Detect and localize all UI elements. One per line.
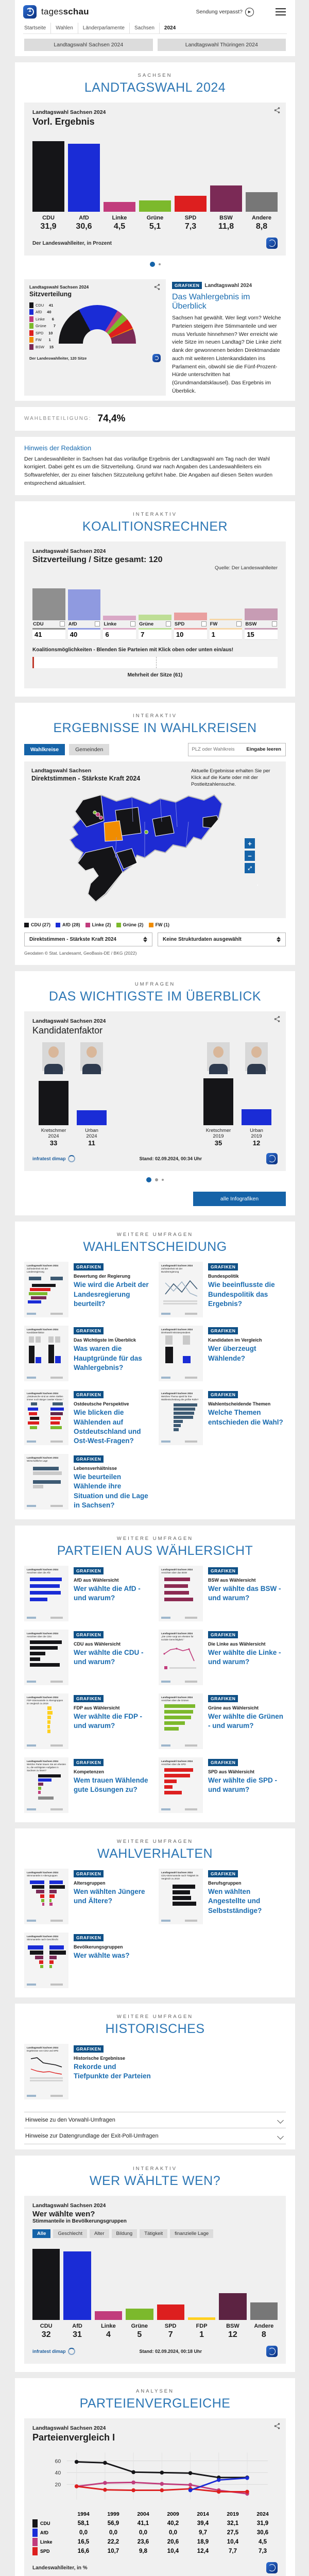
section-title: PARTEIENVERGLEICHE	[79, 2396, 231, 2411]
bar-value: 30,6	[76, 222, 92, 231]
pill-alle[interactable]: Alle	[32, 2229, 50, 2238]
grafiken-badge: GRAFIKEN	[74, 1870, 104, 1877]
carousel-dots	[15, 1171, 295, 1189]
checkbox[interactable]	[60, 621, 65, 626]
card-title: Wer wählte wen?	[32, 2210, 95, 2219]
teaser-card[interactable]: Landtagswahl Sachsen 2024 Direktwahl Ministerpräsident GRAFIKEN Kandidaten im Vergleich Wer überzeugt Wählende?	[159, 1326, 286, 1381]
card-subtitle: Stimmanteile in Bevölkerungsgruppen	[32, 2218, 127, 2225]
chevron-down-icon	[277, 2117, 284, 2124]
thumbnail-chart	[27, 1638, 66, 1667]
section-coalition	[15, 501, 295, 697]
bar-label: Andere	[252, 215, 271, 221]
pill-alter[interactable]: Alter	[90, 2229, 109, 2238]
map-zoom-out-button[interactable]: −	[245, 851, 255, 861]
bar-linke[interactable]	[95, 2245, 122, 2320]
chart-source: Der Landeswahlleiter, 120 Sitze	[29, 355, 87, 361]
teaser-card[interactable]: Landtagswahl Sachsen 2024 CDU-Stimmanteile nach Tätigkeit im Vergleich zu 2019 GRAFIKEN Berufsgruppen Wen wählten Angestellte und Selbstständige?	[159, 1869, 286, 1924]
thumbnail: Landtagswahl Sachsen 2024 Ansichten über die CDU	[24, 1630, 68, 1685]
section-wahlentscheidung	[15, 1222, 295, 1519]
bar-value: 7,3	[184, 222, 197, 231]
candidate-photo	[80, 1042, 103, 1071]
bar-value: 5,1	[149, 222, 161, 231]
grafiken-badge: GRAFIKEN	[208, 1870, 238, 1877]
coalition-source: Quelle: Der Landeswahlleiter	[215, 565, 278, 571]
who-voted-card: Landtagswahl Sachsen 2024 Wer wählte wen? Stimmanteile in Bevölkerungsgruppen Alle Geschlecht Alter Bildung Tätigkeit finanzielle Lage CDU 32 AfD 31 Linke 4 Grüne 5 SPD 7 FDP 1 BSW 12 Andere 8 infratest dimap Stand: 02.09.2024, 00:18 Uhr	[24, 2196, 286, 2364]
teaser-card[interactable]: Landtagswahl Sachsen 2024 „Ostdeutsche sind an vielen Stellen immer noch Bürger zweiter Klasse.“ GRAFIKEN Ostdeutsche Perspektive Wie blicken die Wählenden auf Ostdeutschland und Ost-West-Fragen?	[24, 1389, 151, 1446]
section-kicker: WEITERE UMFRAGEN	[116, 2014, 194, 2020]
thumbnail: Landtagswahl Sachsen 2024 Ansichten über die AfD	[24, 1566, 68, 1621]
thumbnail: Landtagswahl Sachsen 2024 Ansichten über die SPD	[159, 1757, 203, 1813]
brand-wordmark[interactable]: tagesschau	[41, 7, 89, 16]
thumbnail-chart	[27, 1334, 66, 1366]
grafiken-badge: GRAFIKEN	[74, 1327, 104, 1334]
card-pretitle: Landtagswahl Sachsen 2024	[32, 2202, 106, 2209]
seat-distribution-card	[24, 279, 166, 396]
thumbnail: Landtagswahl Sachsen 2024 „Die Linke sorgt am ehesten für soziale Gerechtigkeit.“	[159, 1630, 203, 1685]
note-title[interactable]: Hinweis der Redaktion	[24, 444, 92, 452]
grafiken-badge: GRAFIKEN	[74, 1567, 104, 1574]
card-title: Parteienvergleich I	[32, 2432, 115, 2443]
section-title: PARTEIEN AUS WÄHLERSICHT	[57, 1544, 253, 1558]
carousel-dot[interactable]	[150, 262, 155, 267]
thumbnail: Landtagswahl Sachsen 2024 Ansichten über die Grünen	[159, 1693, 203, 1749]
tagesschau-logo-icon	[266, 1153, 278, 1164]
tagesschau-logo-icon	[266, 2562, 278, 2573]
section-kicker: INTERAKTIV	[133, 511, 177, 517]
thumbnail-chart	[27, 1574, 66, 1603]
infratest-dimap-logo: infratest dimap	[32, 2348, 75, 2355]
coalition-card	[24, 541, 286, 688]
nav-wahlen[interactable]: Wahlen	[51, 23, 78, 33]
map-card	[24, 761, 286, 919]
teaser-card[interactable]: Landtagswahl Sachsen 2024 Ansichten über die SPD GRAFIKEN SPD aus Wählersicht Wer wählte die SPD - und warum?	[159, 1757, 286, 1813]
thumbnail: Landtagswahl Sachsen 2024 Welcher Partei trauen Sie am ehesten zu, die wichtigsten Aufgaben in Sachsen zu lösen?	[24, 1757, 68, 1813]
carousel-dot[interactable]	[155, 1178, 158, 1181]
select-arrows-icon	[277, 937, 281, 942]
svg-text:60: 60	[55, 2459, 61, 2465]
grafiken-badge: GRAFIKEN	[74, 1263, 104, 1270]
teaser-card[interactable]: Landtagswahl Sachsen 2024 Zufriedenheit mit der Bundesregierung GRAFIKEN Bundespolitik Wie beeinflusste die Bundespolitik das Ergebnis?	[159, 1262, 286, 1317]
teaser-card[interactable]: Landtagswahl Sachsen 2024 Zufriedenheit mit der Landesregierung GRAFIKEN Bewertung der Regierung Wie wird die Arbeit der Landesregierung beurteilt?	[24, 1262, 151, 1317]
coalition-party-afd[interactable]: AfD 40	[68, 588, 101, 640]
card-title: Kandidatenfaktor	[32, 1025, 103, 1036]
who-voted-bar-chart	[32, 2245, 278, 2320]
turnout-strip	[15, 407, 295, 431]
thumbnail: Landtagswahl Sachsen 2024 Direktwahl Ministerpräsident	[159, 1326, 203, 1381]
tagesschau-logo-icon	[266, 2346, 278, 2357]
candidate-urban-2024: Urban 2024 11	[77, 1042, 107, 1147]
carousel-dot[interactable]	[146, 1177, 151, 1182]
result-chart-card	[24, 103, 286, 256]
section-title: WER WÄHLTE WEN?	[89, 2174, 221, 2189]
stand-timestamp: Stand: 02.09.2024, 00:34 Uhr	[139, 1156, 202, 1162]
bar-value: 31,9	[40, 222, 57, 231]
tab-wahlkreise[interactable]: Wahlkreise	[24, 744, 65, 755]
bar-cdu[interactable]	[32, 134, 64, 212]
teaser-card[interactable]: Landtagswahl Sachsen 2024 FDP-Stimmanteile in Altersgruppen im Vergleich zu 2019 GRAFIKEN FDP aus Wählersicht Wer wählte die FDP - und warum?	[24, 1693, 151, 1749]
thumbnail: Landtagswahl Sachsen 2024 Kandidatenfaktor	[24, 1326, 68, 1381]
carousel-dot[interactable]	[159, 263, 161, 265]
carousel-dot[interactable]	[162, 1179, 164, 1181]
section-title: ERGEBNISSE IN WAHLKREISEN	[53, 720, 257, 735]
tab-thueringen-2024[interactable]: Landtagswahl Thüringen 2024	[158, 39, 286, 51]
bar-label: Grüne	[146, 215, 164, 221]
thumbnail: Landtagswahl Sachsen 2024 Wirtschaftliche Lage	[24, 1454, 68, 1510]
grafiken-badge: GRAFIKEN	[74, 1934, 104, 1941]
section-parteienvergleiche	[15, 2378, 295, 2576]
bar-gruene[interactable]	[126, 2245, 153, 2320]
teaser-card[interactable]: Landtagswahl Sachsen 2024 Ansichten über die CDU GRAFIKEN CDU aus Wählersicht Wer wählte die CDU - und warum?	[24, 1630, 151, 1685]
thumbnail-chart	[27, 1463, 66, 1495]
coalition-party-spd[interactable]: SPD 10	[174, 588, 207, 640]
teaser-card[interactable]: Landtagswahl Sachsen 2024 Ansichten über das BSW GRAFIKEN BSW aus Wählersicht Wer wählte das BSW - und warum?	[159, 1566, 286, 1621]
thumbnail-chart	[161, 1641, 200, 1670]
teaser-card[interactable]: Landtagswahl Sachsen 2024 Ergebnisse von CDU und SPD GRAFIKEN Historische Ergebnisse Rekorde und Tiefpunkte der Parteien	[24, 2044, 151, 2099]
all-infographics-button[interactable]: alle Infografiken	[193, 1192, 286, 1206]
candidate-kretschmer-2024: Kretschmer 2024 33	[39, 1042, 68, 1147]
bar-fdp[interactable]	[188, 2245, 215, 2320]
thumbnail-chart	[27, 2053, 66, 2081]
bar-value: 4,5	[113, 222, 126, 231]
turnout-value: 74,4%	[97, 413, 126, 424]
infratest-dimap-logo: infratest dimap	[32, 1155, 75, 1162]
bar-value: 11,8	[218, 222, 234, 231]
checkbox[interactable]	[166, 621, 171, 626]
party-comparison-table: 1994 1999 2004 2009 2014 2019 2024 CDU 58,1 56,9 41,1 40,2 39,4 32,1 31,9 AfD 0,0 0,0 0,0 0,0 9,7 27,5 30,6 Linke 16,5 22,2 23,6 20,6 18,9 10,4 4,5 SPD 16,6 10,7 9,8 10,4 12,4 7,7 7,3	[32, 2510, 278, 2556]
section-kicker: WEITERE UMFRAGEN	[116, 1536, 194, 1542]
note-text: Der Landeswahlleiter in Sachsen hat das vorläufige Ergebnis der Landtagswahl am Tag nach der Wahl korrigiert. Dabei geht es um die Sitzverteilung. Grund war nach Angaben des Landeswahlleiters ein Softwarefehler, der zu einer falschen Sitzzuteilung geführt habe. Die Angaben auf diesen Seiten wurden entsprechend aktualisiert.	[24, 455, 273, 486]
grafiken-badge: GRAFIKEN	[208, 1263, 238, 1270]
card-title: Direktstimmen - Stärkste Kraft 2024	[31, 774, 141, 782]
bar-andere[interactable]	[246, 134, 278, 212]
teaser-card[interactable]: Landtagswahl Sachsen 2024 Ansichten über die Grünen GRAFIKEN Grüne aus Wählersicht Wer wählte die Grünen - und warum?	[159, 1693, 286, 1749]
grafiken-badge: GRAFIKEN	[208, 1695, 238, 1702]
teaser-card[interactable]: Landtagswahl Sachsen 2024 Stimmanteile in Altersgruppen GRAFIKEN Altersgruppen Wen wählten Jüngere und Ältere?	[24, 1869, 151, 1924]
nav-laenderparlamente[interactable]: Länderparlamente	[78, 23, 130, 33]
section-title: HISTORISCHES	[105, 2022, 205, 2037]
tagesschau-logo-icon	[266, 238, 278, 249]
section-title: KOALITIONSRECHNER	[82, 519, 228, 534]
pill-geschlecht[interactable]: Geschlecht	[53, 2229, 87, 2238]
grafiken-badge: GRAFIKEN	[74, 1695, 104, 1702]
coalition-party-fw[interactable]: FW 1	[210, 588, 243, 640]
section-kicker: INTERAKTIV	[133, 2166, 177, 2172]
teaser-card[interactable]: Landtagswahl Sachsen 2024 Wirtschaftliche Lage GRAFIKEN Lebensverhältnisse Wie beurteilen Wählende ihre Situation und die Lage in Sachsen?	[24, 1454, 151, 1510]
card-pretitle: Landtagswahl Sachsen 2024	[32, 1018, 106, 1025]
bar-afd[interactable]	[63, 2245, 91, 2320]
thumbnail-chart	[27, 1401, 66, 1433]
card-pretitle: Landtagswahl Sachsen 2024	[29, 284, 89, 290]
coalition-party-cdu[interactable]: CDU 41	[32, 588, 65, 640]
party-comparison-card	[24, 2418, 286, 2576]
thumbnail: Landtagswahl Sachsen 2024 Welches Thema spielt für Ihre Wahlentscheidung die größte Rolle?	[159, 1389, 203, 1445]
thumbnail-chart	[27, 1941, 66, 1970]
bar-spd[interactable]	[157, 2245, 184, 2320]
thumbnail: Landtagswahl Sachsen 2024 Stimmanteile nach Geschlecht	[24, 1933, 68, 1988]
svg-text:20: 20	[55, 2482, 61, 2488]
candidate-urban-2019: Urban 2019 12	[242, 1042, 271, 1147]
share-icon[interactable]	[273, 107, 281, 114]
teaser-card[interactable]: Landtagswahl Sachsen 2024 Ansichten über die AfD GRAFIKEN AfD aus Wählersicht Wer wählte die AfD - und warum?	[24, 1566, 151, 1621]
bar-label: SPD	[184, 215, 197, 221]
party-comparison-line-chart	[32, 2447, 278, 2505]
card-pretitle: Landtagswahl Sachsen	[31, 767, 92, 774]
section-kicker: UMFRAGEN	[134, 981, 176, 988]
search-input[interactable]	[188, 747, 242, 752]
accordion-vorwahl-umfragen[interactable]: Hinweise zu den Vorwahl-Umfragen	[24, 2112, 286, 2128]
candidate-photo	[42, 1042, 65, 1071]
breadcrumb	[23, 23, 287, 34]
section-title: LANDTAGSWAHL 2024	[84, 80, 226, 95]
teaser-card[interactable]: Landtagswahl Sachsen 2024 Welcher Partei trauen Sie am ehesten zu, die wichtigsten Aufgaben in Sachsen zu lösen? GRAFIKEN Kompetenzen Wem trauen Wählende gute Lösungen zu?	[24, 1757, 151, 1813]
accordion-exit-poll[interactable]: Hinweise zur Datengrundlage der Exit-Poll-Umfragen	[24, 2128, 286, 2144]
missed-show-link[interactable]: Sendung verpasst? ▶	[196, 8, 254, 16]
coalition-party-gruene[interactable]: Grüne 7	[139, 588, 171, 640]
turnout-label: WAHLBETEILIGUNG:	[24, 416, 92, 421]
teaser-card[interactable]: Landtagswahl Sachsen 2024 Welches Thema spielt für Ihre Wahlentscheidung die größte Rolle? GRAFIKEN Wahlentscheidende Themen Welche Themen entschieden die Wahl?	[159, 1389, 286, 1446]
teaser-card[interactable]: Landtagswahl Sachsen 2024 „Die Linke sorgt am ehesten für soziale Gerechtigkeit.“ GRAFIKEN Die Linke aus Wählersicht Wer wählte die Linke - und warum?	[159, 1630, 286, 1685]
candidate-kretschmer-2019: Kretschmer 2019 35	[203, 1042, 233, 1147]
section-result	[15, 62, 295, 401]
result-bar-chart	[32, 134, 278, 212]
bar-label: CDU	[42, 215, 55, 221]
seat-halfdonut-chart	[59, 305, 136, 344]
map-legend: CDU (27) AfD (28) Linke (2) Grüne (2) FW (1)	[24, 922, 286, 927]
pill-finanzielle-lage[interactable]: finanzielle Lage	[170, 2229, 213, 2238]
section-waehlersicht	[15, 1526, 295, 1822]
section-title: WAHLENTSCHEIDUNG	[83, 1240, 227, 1255]
map-structure-select[interactable]: Keine Strukturdaten ausgewählt	[158, 933, 286, 946]
section-wer-waehlte-wen	[15, 2156, 295, 2372]
thumbnail: Landtagswahl Sachsen 2024 Zufriedenheit mit der Landesregierung	[24, 1262, 68, 1317]
thumbnail-chart	[161, 1401, 200, 1433]
coalition-party-linke[interactable]: Linke 6	[103, 588, 136, 640]
tab-sachsen-2024[interactable]: Landtagswahl Sachsen 2024	[24, 39, 153, 51]
section-kicker: WEITERE UMFRAGEN	[116, 1839, 194, 1845]
seat-legend: CDU 41 AfD 40 Linke 6 Grüne 7 SPD 10 FW 1 BSW 15	[29, 301, 56, 351]
share-icon[interactable]	[273, 1015, 281, 1023]
candidate-photo	[207, 1042, 230, 1071]
card-pretitle: Landtagswahl Sachsen 2024	[32, 548, 106, 554]
section-kicker: ANALYSEN	[136, 2388, 174, 2395]
pill-taetigkeit[interactable]: Tätigkeit	[140, 2229, 167, 2238]
thumbnail-chart	[27, 1877, 66, 1906]
thumbnail-chart	[161, 1702, 200, 1731]
grafiken-badge: GRAFIKEN	[74, 1455, 104, 1463]
teaser-card[interactable]: Landtagswahl Sachsen 2024 Stimmanteile nach Geschlecht GRAFIKEN Bevölkerungsgruppen Wer wählte was?	[24, 1933, 151, 1988]
bar-andere[interactable]	[250, 2245, 278, 2320]
card-title: Vorl. Ergebnis	[32, 116, 95, 127]
share-icon[interactable]	[153, 283, 161, 291]
thumbnail-chart	[27, 1705, 66, 1734]
candidate-card	[24, 1011, 286, 1171]
grafiken-badge: GRAFIKEN	[208, 1327, 238, 1334]
bar-spd[interactable]	[175, 134, 207, 212]
editor-note	[15, 437, 295, 495]
section-title: DAS WICHTIGSTE IM ÜBERBLICK	[48, 989, 262, 1004]
share-icon[interactable]	[273, 2422, 281, 2430]
thumbnail: Landtagswahl Sachsen 2024 Stimmanteile in Altersgruppen	[24, 1869, 68, 1924]
bar-afd[interactable]	[68, 134, 100, 212]
map-zoom-in-button[interactable]: +	[245, 838, 255, 849]
bar-gruene[interactable]	[139, 134, 171, 212]
thumbnail: Landtagswahl Sachsen 2024 CDU-Stimmanteile nach Tätigkeit im Vergleich zu 2019	[159, 1869, 203, 1924]
thumbnail: Landtagswahl Sachsen 2024 „Ostdeutsche sind an vielen Stellen immer noch Bürger zweiter Klasse.“	[24, 1389, 68, 1445]
section-historisches	[15, 2004, 295, 2149]
section-kicker: INTERAKTIV	[133, 713, 177, 719]
grafiken-badge: GRAFIKEN	[208, 1391, 238, 1398]
svg-text:40: 40	[55, 2470, 61, 2477]
district-search	[188, 743, 286, 756]
chevron-down-icon	[277, 2133, 284, 2140]
nav-2024[interactable]: 2024	[164, 25, 176, 31]
grafiken-badge: GRAFIKEN	[74, 1631, 104, 1638]
map-info-text: Aktuelle Ergebnisse erhalten Sie per Klick auf die Karte oder mit der Postleitzahlensuche.	[191, 768, 270, 788]
coalition-majority-label: Mehrheit der Sitze (61)	[127, 672, 183, 678]
checkbox[interactable]	[95, 621, 100, 626]
tagesschau-logo-icon[interactable]	[23, 5, 37, 19]
play-icon: ▶	[245, 8, 254, 16]
card-pretitle: Landtagswahl Sachsen 2024	[32, 2425, 106, 2432]
pill-bildung[interactable]: Bildung	[112, 2229, 138, 2238]
section-title: WAHLVERHALTEN	[97, 1846, 213, 1861]
teaser-kicker: Landtagswahl 2024	[204, 283, 252, 289]
carousel-dots	[15, 256, 295, 273]
coalition-party-bsw[interactable]: BSW 15	[245, 588, 278, 640]
section-kicker: WEITERE UMFRAGEN	[116, 1232, 194, 1238]
thumbnail-chart	[161, 1334, 200, 1366]
stand-timestamp: Stand: 02.09.2024, 00:18 Uhr	[139, 2349, 202, 2354]
teaser-text: Sachsen hat gewählt. Wer liegt vorn? Welche Parteien steigern ihre Stimmanteile und wer muss Verluste hinnehmen? Wer erreicht wie viele Sitze im neuen Landtag? Die Linke zieht dank der gewonnenen beiden Direktmandate auch mit weiteren Listenkandidaten ins Parlament ein, obwohl sie die Fünf-Prozent-Hürde unterschritten hat (Grundmandatsklausel). Das Ergebnis im Überblick.	[172, 315, 282, 394]
checkbox[interactable]	[272, 621, 277, 626]
thumbnail-chart	[161, 1766, 200, 1795]
grafiken-badge: GRAFIKEN	[74, 1391, 104, 1398]
bar-bsw[interactable]	[210, 134, 242, 212]
overview-teaser	[172, 279, 286, 396]
grafiken-badge: GRAFIKEN	[208, 1631, 238, 1638]
bar-bsw[interactable]	[219, 2245, 246, 2320]
map-geodata-credit: Geodaten © Stat. Landesamt, GeoBasis-DE / BKG (2022)	[24, 951, 137, 956]
saxony-map[interactable]	[31, 791, 248, 909]
thumbnail: Landtagswahl Sachsen 2024 Zufriedenheit mit der Bundesregierung	[159, 1262, 203, 1317]
card-title: Sitzverteilung / Sitze gesamt: 120	[32, 555, 163, 564]
bar-cdu[interactable]	[32, 2245, 60, 2320]
bar-linke[interactable]	[104, 134, 135, 212]
card-title: Sitzverteilung	[29, 291, 72, 298]
candidate-photo	[245, 1042, 268, 1071]
bar-label: Linke	[112, 215, 127, 221]
checkbox[interactable]	[236, 621, 242, 626]
teaser-title[interactable]: Das Wahlergebnis im Überblick	[172, 293, 250, 311]
thumbnail-chart	[161, 1274, 200, 1306]
site-header	[15, 0, 295, 56]
select-arrows-icon	[143, 937, 147, 942]
thumbnail-chart	[27, 1274, 66, 1306]
grafiken-badge: GRAFIKEN	[208, 1759, 238, 1766]
thumbnail: Landtagswahl Sachsen 2024 FDP-Stimmanteile in Altersgruppen im Vergleich zu 2019	[24, 1693, 68, 1749]
section-candidate	[15, 971, 295, 1215]
thumbnail-chart	[27, 1772, 66, 1801]
grafiken-badge: GRAFIKEN	[208, 1567, 238, 1574]
thumbnail: Landtagswahl Sachsen 2024 Ansichten über das BSW	[159, 1566, 203, 1621]
grafiken-badge: GRAFIKEN	[74, 1759, 104, 1766]
thumbnail-chart	[161, 1574, 200, 1603]
map-metric-select[interactable]: Direktstimmen - Stärkste Kraft 2024	[24, 933, 152, 946]
nav-startseite[interactable]: Startseite	[23, 23, 51, 33]
filter-pills	[32, 2229, 278, 2238]
grafiken-badge: GRAFIKEN	[74, 2045, 104, 2053]
grafiken-badge: GRAFIKEN	[172, 282, 202, 289]
tagesschau-logo-icon	[152, 354, 161, 362]
section-kicker: SACHSEN	[138, 73, 173, 78]
tab-gemeinden[interactable]: Gemeinden	[69, 744, 109, 755]
coalition-hint: Koalitionsmöglichkeiten - Blenden Sie Parteien mit Klick oben oder unten ein/aus!	[32, 647, 234, 653]
chart-source: Der Landeswahlleiter, in Prozent	[32, 240, 112, 246]
section-wahlverhalten	[15, 1828, 295, 1997]
card-pretitle: Landtagswahl Sachsen 2024	[32, 109, 106, 115]
chart-source: Landeswahlleiter, in %	[32, 2565, 88, 2571]
checkbox[interactable]	[201, 621, 207, 626]
coalition-bars	[32, 588, 278, 640]
coalition-majority-bar	[32, 657, 278, 668]
bar-value: 8,8	[255, 222, 268, 231]
map-fullscreen-button[interactable]: ⤢	[245, 863, 255, 873]
clear-input-button[interactable]: Eingabe leeren	[246, 747, 281, 752]
bar-label: BSW	[219, 215, 233, 221]
hamburger-menu-icon[interactable]	[276, 8, 286, 15]
thumbnail: Landtagswahl Sachsen 2024 Ergebnisse von CDU und SPD	[24, 2044, 68, 2099]
teaser-card[interactable]: Landtagswahl Sachsen 2024 Kandidatenfaktor GRAFIKEN Das Wichtigste im Überblick Was waren die Hauptgründe für das Wahlergebnis?	[24, 1326, 151, 1381]
thumbnail-chart	[161, 1880, 200, 1909]
nav-sachsen[interactable]: Sachsen	[130, 23, 160, 33]
checkbox[interactable]	[130, 621, 135, 626]
section-districts	[15, 703, 295, 965]
bar-label: AfD	[79, 215, 89, 221]
